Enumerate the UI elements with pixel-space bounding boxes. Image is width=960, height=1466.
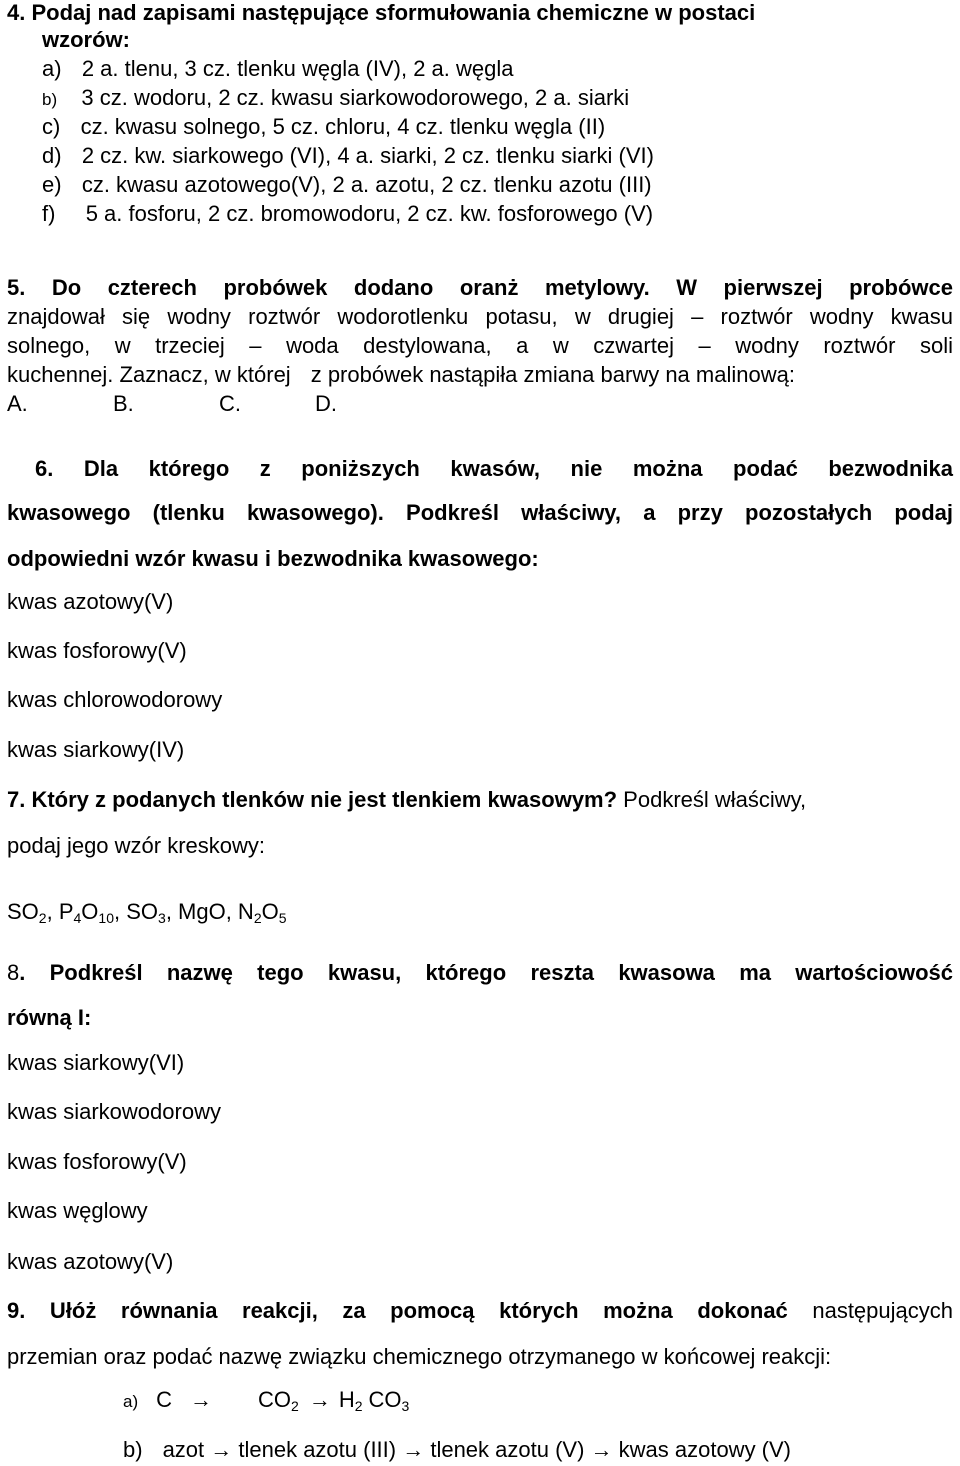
q8-acid-5: kwas azotowy(V) (7, 1249, 174, 1274)
q4-item-label: e) (42, 172, 62, 197)
arrow-icon: → (308, 1387, 331, 1412)
q6-acid-3: kwas chlorowodorowy (7, 687, 223, 712)
q9-scheme-b (123, 1437, 791, 1463)
q5-question-title-cont: W pierwszej probówce (676, 275, 953, 300)
q8-acid-1: kwas siarkowy(VI) (7, 1050, 185, 1075)
q9-scheme-a (123, 1387, 409, 1415)
q7-question-title: 7. Który z podanych tlenków nie jest tlenkiem kwasowym? (7, 787, 618, 812)
q4-item-text: cz. kwasu azotowego(V), 2 a. azotu, 2 cz. tlenku azotu (III) (81, 172, 652, 197)
q4-item-b (42, 85, 629, 113)
q5-line-4-start: kuchennej. Zaznacz, w której (7, 362, 291, 387)
q6-line-1: 6. Dla którego z poniższych kwasów, nie można podać bezwodnika (35, 456, 953, 481)
q4-item-label: f) (42, 201, 56, 226)
q4-item-f (42, 201, 653, 227)
q4-item-text: 5 a. fosforu, 2 cz. bromowodoru, 2 cz. kw. fosforowego (V) (85, 201, 654, 226)
q5-question-title: 5. Do czterech probówek dodano oranż metylowy. (7, 275, 650, 300)
q5-options (7, 391, 337, 417)
formula-subscript: 5 (278, 910, 287, 926)
q8-line-2: równą I: (7, 1005, 92, 1030)
q8-question-title: . Podkreśl nazwę tego kwasu, którego reszta kwasowa ma wartościowość (19, 960, 953, 985)
q9-line-1 (7, 1298, 953, 1324)
q5-option-c[interactable]: C. (219, 391, 241, 416)
q5-line-4 (7, 362, 795, 388)
formula-text: O (261, 899, 279, 924)
q4-item-text: 2 a. tlenu, 3 cz. tlenku węgla (IV), 2 a. węgla (81, 56, 514, 81)
q5-line-1 (7, 275, 953, 301)
formula-subscript: 2 (253, 910, 262, 926)
q9-scheme-a-label: a) (123, 1392, 139, 1411)
q6-line-3: odpowiedni wzór kwasu i bezwodnika kwasowego: (7, 546, 539, 571)
q6-acid-1: kwas azotowy(V) (7, 589, 174, 614)
q4-item-e (42, 172, 652, 198)
q9-scheme-b-label: b) (123, 1437, 143, 1462)
formula-text: H (338, 1387, 355, 1412)
q9-question-title: 9. Ułóż równania reakcji, za pomocą których można dokonać (7, 1298, 788, 1323)
q4-item-label: a) (42, 56, 62, 81)
q4-item-c (42, 114, 605, 140)
q5-line-2: znajdował się wodny roztwór wodorotlenku potasu, w drugiej – roztwór wodny kwasu (7, 304, 953, 329)
q7-line-1 (7, 787, 806, 813)
q5-line-3: solnego, w trzeciej – woda destylowana, a w czwartej – wodny roztwór soli (7, 333, 953, 358)
q5-option-b[interactable]: B. (113, 391, 134, 416)
formula-subscript: 3 (401, 1398, 410, 1414)
q8-acid-3: kwas fosforowy(V) (7, 1149, 187, 1174)
q4-title-line-1: 4. Podaj nad zapisami następujące sformułowania chemiczne w postaci (7, 0, 756, 25)
q6-acid-2: kwas fosforowy(V) (7, 638, 187, 663)
q4-item-a (42, 56, 514, 82)
q4-item-label: b) (42, 90, 58, 109)
q4-item-text: 3 cz. wodoru, 2 cz. kwasu siarkowodorowego, 2 a. siarki (81, 85, 630, 110)
formula-text: , P (46, 899, 74, 924)
q7-line-1-rest: Podkreśl właściwy, (617, 787, 807, 812)
formula-subscript: 2 (354, 1398, 363, 1414)
q4-item-label: d) (42, 143, 62, 168)
formula-text: , SO (114, 899, 159, 924)
q9-line-2: przemian oraz podać nazwę związku chemicznego otrzymanego w końcowej reakcji: (7, 1344, 832, 1369)
formula-text: O (81, 899, 99, 924)
formula-text: CO (258, 1387, 292, 1412)
formula-text: SO (7, 899, 39, 924)
q4-item-text: cz. kwasu solnego, 5 cz. chloru, 4 cz. tlenku węgla (II) (80, 114, 606, 139)
q4-item-label: c) (42, 114, 61, 139)
q6-acid-4: kwas siarkowy(IV) (7, 737, 185, 762)
q5-option-d[interactable]: D. (315, 391, 337, 416)
q8-acid-4: kwas węglowy (7, 1198, 148, 1223)
formula-text: C (156, 1387, 173, 1412)
formula-subscript: 3 (158, 910, 166, 926)
q7-line-2: podaj jego wzór kreskowy: (7, 833, 266, 858)
q4-item-text: 2 cz. kw. siarkowego (VI), 4 a. siarki, 2 cz. tlenku siarki (VI) (81, 143, 654, 168)
formula-subscript: 4 (73, 910, 82, 926)
q6-line-2: kwasowego (tlenku kwasowego). Podkreśl właściwy, a przy pozostałych podaj (7, 500, 953, 525)
formula-subscript: 2 (38, 910, 47, 926)
q4-item-d (42, 143, 654, 169)
formula-text: CO (368, 1387, 402, 1412)
q5-option-a[interactable]: A. (7, 391, 28, 416)
q9-line-1-rest: następujących (787, 1298, 953, 1323)
arrow-icon: → (190, 1387, 213, 1412)
q8-number: 8 (7, 960, 20, 985)
q8-line-1 (7, 960, 953, 986)
formula-subscript: 2 (291, 1398, 299, 1414)
q8-acid-2: kwas siarkowodorowy (7, 1099, 221, 1124)
q4-title-line-2: wzorów: (42, 27, 130, 52)
q9-scheme-b-text: azot → tlenek azotu (III) → tlenek azotu (V) → kwas azotowy (V) (162, 1437, 792, 1462)
formula-subscript: 10 (98, 910, 114, 926)
q7-oxide-formulas (7, 899, 287, 925)
q5-line-4-end: z probówek nastąpiła zmiana barwy na malinową: (310, 362, 795, 387)
formula-text: , MgO, N (165, 899, 254, 924)
